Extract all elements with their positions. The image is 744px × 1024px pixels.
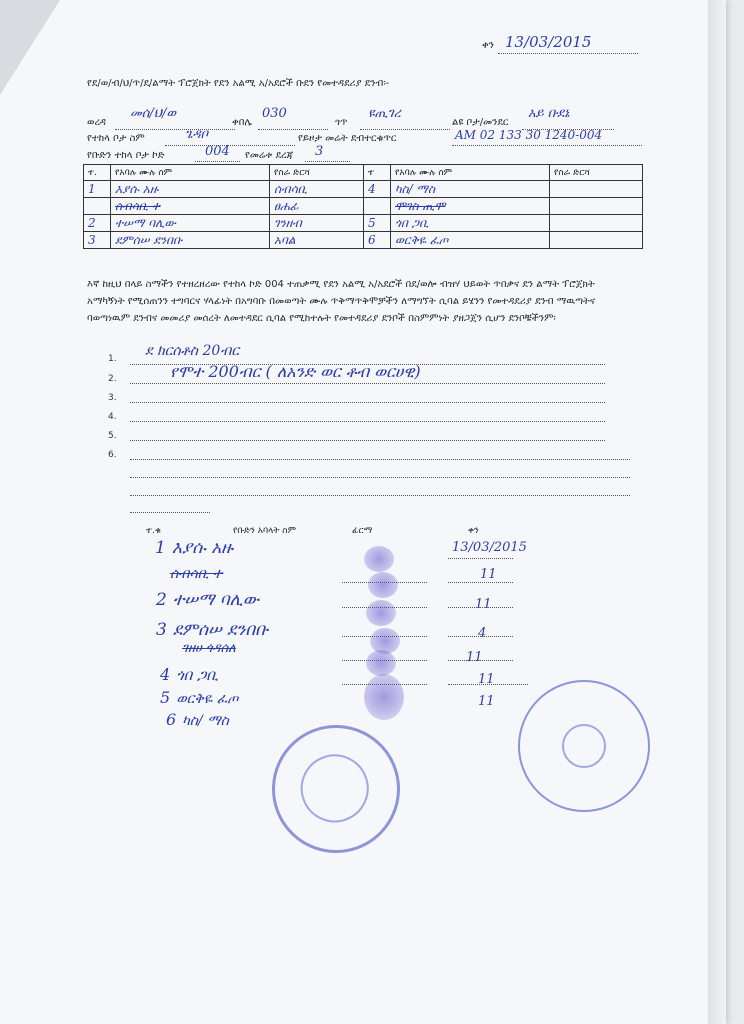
rule-line xyxy=(130,477,630,478)
rule-line xyxy=(130,402,605,403)
date-col-line xyxy=(448,558,513,559)
thumbprint xyxy=(366,650,396,676)
sig-name: ካስ/ ማስ xyxy=(182,713,229,729)
table-row xyxy=(84,181,643,198)
cell xyxy=(364,198,391,215)
official-stamp-icon xyxy=(254,707,418,871)
site-value: ጌዳቦ xyxy=(185,127,209,142)
agreement-paragraph: እኛ ከዚህ በላይ ስማችን የተዘረዘረው የተከላ ኮድ 004 ተጠቃሚ የደን አልሚ አ/አደሮች በደ/ወሎ ብዝሃ ህይወት ጥበቃና ደን ልማት ፕሮጀክት አማካኝነት የሚሰጠንን ተግባርና ሃላፊነት በአግባቡ በመወጣት ሙሉ ጥቅማጥቅሞቻችን ለማግኘት ሲባል ይሄንን የመተዳደሪያ ደንብ ማዉጣትና ባወጣነዉም ደንብና መመሪያ መሰረት ለመተዳደር ሲባል የሚከተሉት የመተዳደሪያ ደንቦች በስምምነት ያዘጋጀን ሲሆን ደንቦቹችንም፡ xyxy=(87,279,596,324)
date-col-line xyxy=(448,636,513,637)
kebele-label: ቀበሌ xyxy=(232,117,252,128)
rule-line xyxy=(130,512,210,513)
sig-col-name: የቡድን አባላት ስም xyxy=(233,526,296,536)
cell: ካስ/ ማስ xyxy=(391,181,550,198)
col-role-1: የስራ ድርሻ xyxy=(270,165,364,181)
thumbprint xyxy=(364,674,404,720)
sig-date: 11 xyxy=(475,597,492,612)
woreda-line xyxy=(115,129,235,130)
rule-line xyxy=(130,421,605,422)
rule-item-1: ደ ክርሰቶስ 20ብር xyxy=(145,343,240,359)
date-value: 13/03/2015 xyxy=(505,33,592,51)
rule-number: 5. xyxy=(108,431,117,441)
rule-line xyxy=(130,440,605,441)
document-title: የደ/ወ/ብ/ህ/ጥ/ደ/ልማት ፕሮጀክት የደን አልሚ አ/አደሮች ቡደን የመተዳደሪያ ደንብ፡- xyxy=(87,78,390,89)
table-row xyxy=(84,232,643,249)
rule-number: 1. xyxy=(108,354,117,364)
signature-row xyxy=(160,665,218,684)
kebele-value: 030 xyxy=(262,106,287,121)
table-row xyxy=(84,198,643,215)
col-role-2: የስራ ድርሻ xyxy=(550,165,643,181)
thumbprint xyxy=(364,546,394,572)
rule-line xyxy=(130,383,605,384)
cell: ሞገስ ጢሞ xyxy=(391,198,550,215)
cell: ጎበ ጋቢ xyxy=(391,215,550,232)
member-table-header xyxy=(84,165,643,181)
sig-name: ገዘሀ ጎዳሰለ xyxy=(182,641,236,656)
cell: አባል xyxy=(270,232,364,249)
cell: ደምሰሠ ደንበቡ xyxy=(111,232,270,249)
woreda-label: ወረዳ xyxy=(87,117,106,128)
cell: ሰብሳቢ ተ xyxy=(111,198,270,215)
rule-line xyxy=(130,495,630,496)
sig-date: 4 xyxy=(478,626,487,641)
sig-name: ሰብሳቢ ተ xyxy=(170,566,223,582)
woreda-value: መሰ/ህ/ወ xyxy=(130,106,177,121)
col-name-2: የአባሉ ሙሉ ስም xyxy=(391,165,550,181)
cell: ተሠማ ባሊው xyxy=(111,215,270,232)
cell xyxy=(550,215,643,232)
cell: ሰብሳቢ xyxy=(270,181,364,198)
sig-name: ተሠማ ባሊው xyxy=(172,590,260,610)
cell xyxy=(84,198,111,215)
member-table xyxy=(83,164,643,249)
cell xyxy=(550,198,643,215)
got-value: ዩጢገረ xyxy=(368,106,401,121)
sig-date: 11 xyxy=(466,650,483,665)
thumbprint xyxy=(368,572,398,598)
cell: 5 xyxy=(364,215,391,232)
sig-date: 11 xyxy=(480,567,497,582)
sig-col-sign: ፊርማ xyxy=(352,526,373,536)
date-col-line xyxy=(448,582,513,583)
col-no-2: ተ xyxy=(364,165,391,181)
site-label: የተከላ ቦታ ስም xyxy=(87,133,145,144)
cell: 6 xyxy=(364,232,391,249)
cell: ወርቅዬ ፈጦ xyxy=(391,232,550,249)
sig-date: 13/03/2015 xyxy=(452,540,527,555)
sig-no: 5 xyxy=(160,688,171,707)
map-label: የይዞታ መሬት ደብተርቁጥር xyxy=(298,133,397,144)
group-code-label: የቡድን ተከላ ቦታ ኮድ xyxy=(87,150,165,161)
signature-row xyxy=(156,620,268,640)
site-line xyxy=(165,145,295,146)
sig-no: 3 xyxy=(156,620,167,640)
rule-number: 3. xyxy=(108,393,117,403)
sig-date: 11 xyxy=(478,694,495,709)
date-label: ቀን xyxy=(482,40,494,51)
sig-name: ወርቅዬ ፈጦ xyxy=(176,691,239,707)
signature-row xyxy=(166,710,229,729)
col-name-1: የአባሉ ሙሉ ስም xyxy=(111,165,270,181)
date-line xyxy=(498,53,638,54)
official-stamp-icon xyxy=(518,680,650,812)
signature-row xyxy=(156,590,259,610)
sig-name: ደምሰሠ ደንበቡ xyxy=(172,620,269,640)
page-edge xyxy=(708,0,726,1024)
sig-name: እያሱ አዙ xyxy=(171,538,234,558)
group-code-value: 004 xyxy=(205,144,230,159)
sig-col-no: ተ.ቁ xyxy=(146,526,162,536)
group-code-line xyxy=(195,161,240,162)
signature-row xyxy=(170,566,222,582)
sig-no: 4 xyxy=(160,665,171,684)
sig-no: 2 xyxy=(156,590,167,610)
cell xyxy=(550,232,643,249)
sig-no: 1 xyxy=(155,538,166,558)
signature-row xyxy=(182,641,236,656)
village-label: ልዩ ቦታ/መንደር xyxy=(452,117,509,128)
date-col-line xyxy=(448,660,513,661)
cell: ፀሐፊ xyxy=(270,198,364,215)
date-col-line xyxy=(448,607,513,608)
cell xyxy=(550,181,643,198)
cell: ገንዘብ xyxy=(270,215,364,232)
got-label: ጎጥ xyxy=(335,117,348,128)
rule-number: 2. xyxy=(108,374,117,384)
rule-item-2: የሞተ 200ብር ( ለአንድ ወር ቶብ ወርሀዊ) xyxy=(170,362,421,381)
map-line xyxy=(452,145,642,146)
signature-row xyxy=(155,538,233,558)
kebele-line xyxy=(258,129,328,130)
level-label: የመሬቱ ደረጃ xyxy=(245,150,294,161)
thumbprint xyxy=(366,600,396,626)
sig-col-date: ቀን xyxy=(468,526,479,536)
level-line xyxy=(305,161,350,162)
map-value: AM 02 133 30 1240-004 xyxy=(455,128,603,142)
folded-corner xyxy=(0,0,60,95)
village-value: አይ ቡደኔ xyxy=(528,106,570,121)
sig-date: 11 xyxy=(478,672,495,687)
cell: 3 xyxy=(84,232,111,249)
cell: እያሱ አዙ xyxy=(111,181,270,198)
cell: 4 xyxy=(364,181,391,198)
got-line xyxy=(360,129,450,130)
sig-name: ጎበ ጋቢ xyxy=(176,666,219,684)
rule-number: 4. xyxy=(108,412,117,422)
signature-row xyxy=(160,688,239,707)
rule-number: 6. xyxy=(108,450,117,460)
level-value: 3 xyxy=(315,144,324,159)
table-row xyxy=(84,215,643,232)
date-col-line xyxy=(448,684,528,685)
rule-line xyxy=(130,459,630,460)
cell: 2 xyxy=(84,215,111,232)
col-no-1: ተ. xyxy=(84,165,111,181)
sig-no: 6 xyxy=(166,710,177,729)
cell: 1 xyxy=(84,181,111,198)
